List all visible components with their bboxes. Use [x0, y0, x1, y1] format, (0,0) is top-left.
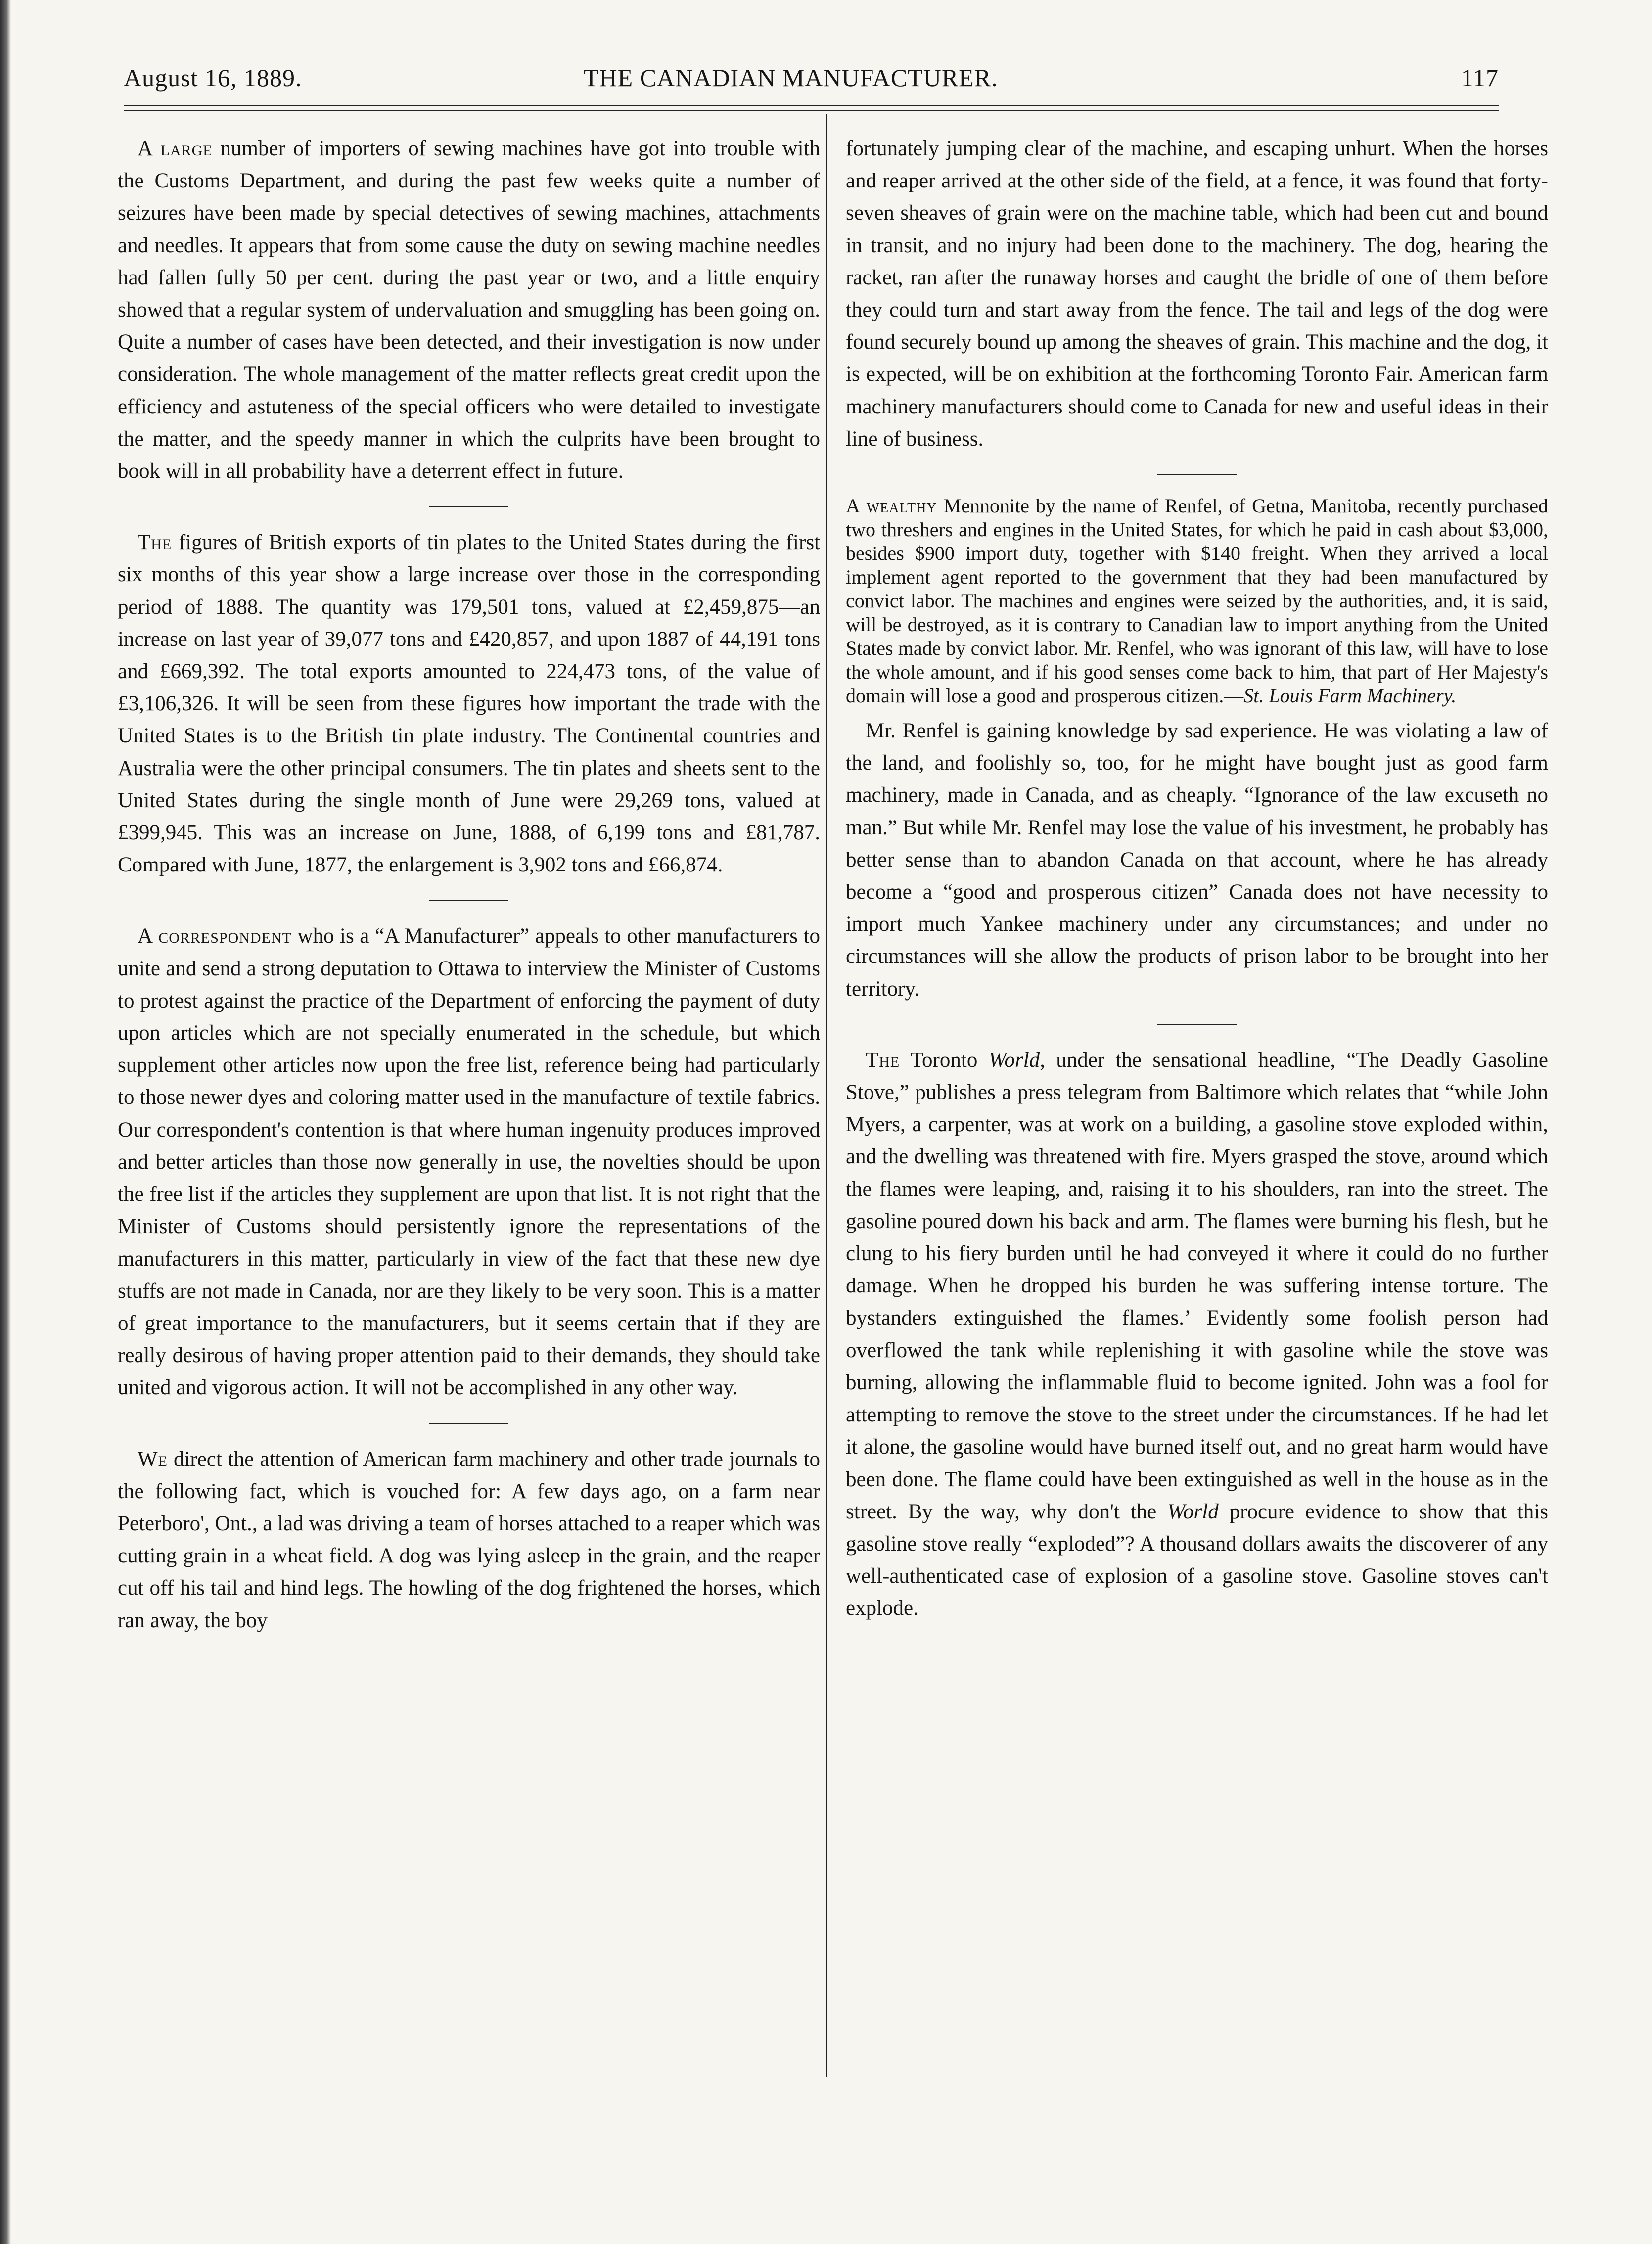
page-number: 117	[1461, 64, 1499, 92]
article-separator	[429, 506, 508, 507]
article-separator	[429, 900, 508, 901]
article-text: direct the attention of American farm machinery and other trade journals to the following fact, which is vouched for: A few days ago, on a farm near Peterboro', Ont., a lad was driving a team of horses attached to a reaper which was cutting grain in a wheat field. A dog was lying asleep in the grain, and the reaper cut off his tail and hind legs. The howling of the dog frightened the horses, which ran away, the boy	[118, 1447, 820, 1632]
article-text: figures of British exports of tin plates to the United States during the first six months of this year show a large increase over those in the corresponding period of 1888. The quantity was 179,501 tons, valued at £2,459,875—an increase on last year of 39,077 tons and £420,857, and upon 1887 of 44,191 tons and £669,392. The total exports amounted to 224,473 tons, of the value of £3,106,326. It will be seen from these figures how important the trade with the United States is to the British tin plate industry. The Continental countries and Australia were the other principal consumers. The tin plates and sheets sent to the United States during the single month of June were 29,269 tons, valued at £399,945. This was an increase on June, 1888, of 6,199 tons and £81,787. Compared with June, 1877, the enlargement is 3,902 tons and £66,874.	[118, 531, 820, 877]
right-column	[846, 133, 1548, 1625]
quote-source: St. Louis Farm Machinery.	[1243, 685, 1457, 707]
article-renfel-comment: Mr. Renfel is gaining knowledge by sad experience. He was violating a law of the land, and foolishly so, too, for he might have bought just as good farm machinery, made in Canada, and as cheaply. “Ignorance of the law excuseth no man.” But while Mr. Renfel may lose the value of his investment, he probably has better sense than to abandon Canada on that account, where he has already become a “good and prosperous citizen” Canada does not have necessity to import much Yankee machinery under any circumstances; and under no circumstances will she allow the products of prison labor to be brought into her territory.	[846, 719, 1548, 1001]
header-rule-thin	[124, 110, 1499, 111]
column-divider	[826, 114, 827, 2077]
article-tin-plates	[118, 526, 820, 881]
newspaper-name: World	[988, 1048, 1040, 1072]
quoted-article	[846, 494, 1548, 708]
article-lead: A wealthy	[846, 495, 937, 517]
header-rule	[124, 105, 1499, 106]
article-lead: A large	[138, 137, 213, 160]
article-gasoline-stove	[846, 1044, 1548, 1625]
article-lead: A correspondent	[138, 924, 292, 948]
article-separator	[1157, 1024, 1237, 1025]
article-correspondent	[118, 920, 820, 1404]
article-lead: The	[138, 531, 172, 554]
article-text: , under the sensational headline, “The Deadly Gasoline Stove,” publishes a press telegram from Baltimore which relates that “while John Myers, a carpenter, was at work on a building, a gasoline stove exploded within, and the dwelling was threatened with fire. Myers grasped the stove, around which the flames were leaping, and, raising it to his shoulders, ran into the street. The gasoline poured down his back and arm. The flames were burning his flesh, but he clung to his fiery burden until he had conveyed it where it could do no further damage. When he dropped his burden he was suffering intense torture. The bystanders extinguished the flames.’ Evidently some foolish person had overflowed the tank while replenishing it with gasoline while the stove was burning, allowing the inflammable fluid to become ignited. John was a fool for attempting to remove the stove to the street under the circumstances. If he had let it alone, the gasoline would have burned itself out, and no great harm would have been done. The flame could have been extinguished as well in the house as in the street. By the way, why don't the	[846, 1048, 1548, 1523]
article-text: Mennonite by the name of Renfel, of Getna, Manitoba, recently purchased two threshers and engines in the United States, for which he paid in cash about $3,000, besides $900 import duty, together with $140 freight. When they arrived a local implement agent reported to the government that they had been manufactured by convict labor. The machines and engines were seized by the authorities, and, it is said, will be destroyed, as it is contrary to Canadian law to import anything from the United States made by convict labor. Mr. Renfel, who was ignorant of this law, will have to lose the whole amount, and if his good senses come back to him, that part of Her Majesty's domain will lose a good and prosperous citizen.—	[846, 495, 1548, 707]
newspaper-name: World	[1167, 1500, 1219, 1523]
article-separator	[429, 1423, 508, 1424]
article-text: Toronto	[900, 1048, 989, 1072]
article-farm-machinery-continued: fortunately jumping clear of the machine, and escaping unhurt. When the horses and reaper arrived at the other side of the field, at a fence, it was found that forty-seven sheaves of grain were on the machine table, which had been cut and bound in transit, and no injury had been done to the machinery. The dog, hearing the racket, ran after the runaway horses and caught the bridle of one of them before they could turn and start away from the fence. The tail and legs of the dog were found securely bound up among the sheaves of grain. This machine and the dog, it is expected, will be on exhibition at the forthcoming Toronto Fair. American farm machinery manufacturers should come to Canada for new and useful ideas in their line of business.	[846, 137, 1548, 451]
article-text: number of importers of sewing machines have got into trouble with the Customs Department, and during the past few weeks quite a number of seizures have been made by special detectives of sewing machines, attachments and needles. It appears that from some cause the duty on sewing machine needles had fallen fully 50 per cent. during the past year or two, and a little enquiry showed that a regular system of undervaluation and smuggling has been going on. Quite a number of cases have been detected, and their investigation is now under consideration. The whole management of the matter reflects great credit upon the efficiency and astuteness of the special officers who were detailed to investigate the matter, and the speedy manner in which the culprits have been brought to book will in all probability have a deterrent effect in future.	[118, 137, 821, 483]
quoted-text	[846, 494, 1548, 708]
article-text: who is a “A Manufacturer” appeals to other manufacturers to unite and send a strong deputation to Ottawa to interview the Minister of Customs to protest against the practice of the Department of enforcing the payment of duty upon articles which are not specially enumerated in the schedule, but which supplement other articles now upon the free list, reference being had particularly to those newer dyes and coloring matter used in the manufacture of textile fabrics. Our correspondent's contention is that where human ingenuity produces improved and better articles than those now generally in use, the novelties should be upon the free list if the articles they supplement are upon that list. It is not right that the Minister of Customs should persistently ignore the representations of the manufacturers in this matter, particularly in view of the fact that these new dye stuffs are not made in Canada, nor are they likely to be very soon. This is a matter of great importance to the manufacturers, but it seems certain that if they are really desirous of having proper attention paid to their demands, they should take united and vigorous action. It will not be accomplished in any other way.	[118, 924, 820, 1400]
page-header	[124, 63, 1499, 103]
article-lead: We	[138, 1447, 168, 1471]
left-column	[118, 133, 820, 1637]
binding-edge	[0, 0, 11, 2244]
article-sewing-machines	[118, 133, 820, 487]
article-lead: The	[866, 1048, 900, 1072]
issue-date: August 16, 1889.	[124, 64, 302, 92]
article-farm-machinery	[118, 1443, 820, 1637]
article-text: procure evidence to show that this gasoline stove really “exploded”? A thousand dollars awaits the discoverer of any well-authenticated case of explosion of a gasoline stove. Gasoline stoves can't explode.	[846, 1500, 1548, 1620]
publication-title: THE CANADIAN MANUFACTURER.	[584, 64, 998, 92]
article-separator	[1157, 474, 1237, 475]
